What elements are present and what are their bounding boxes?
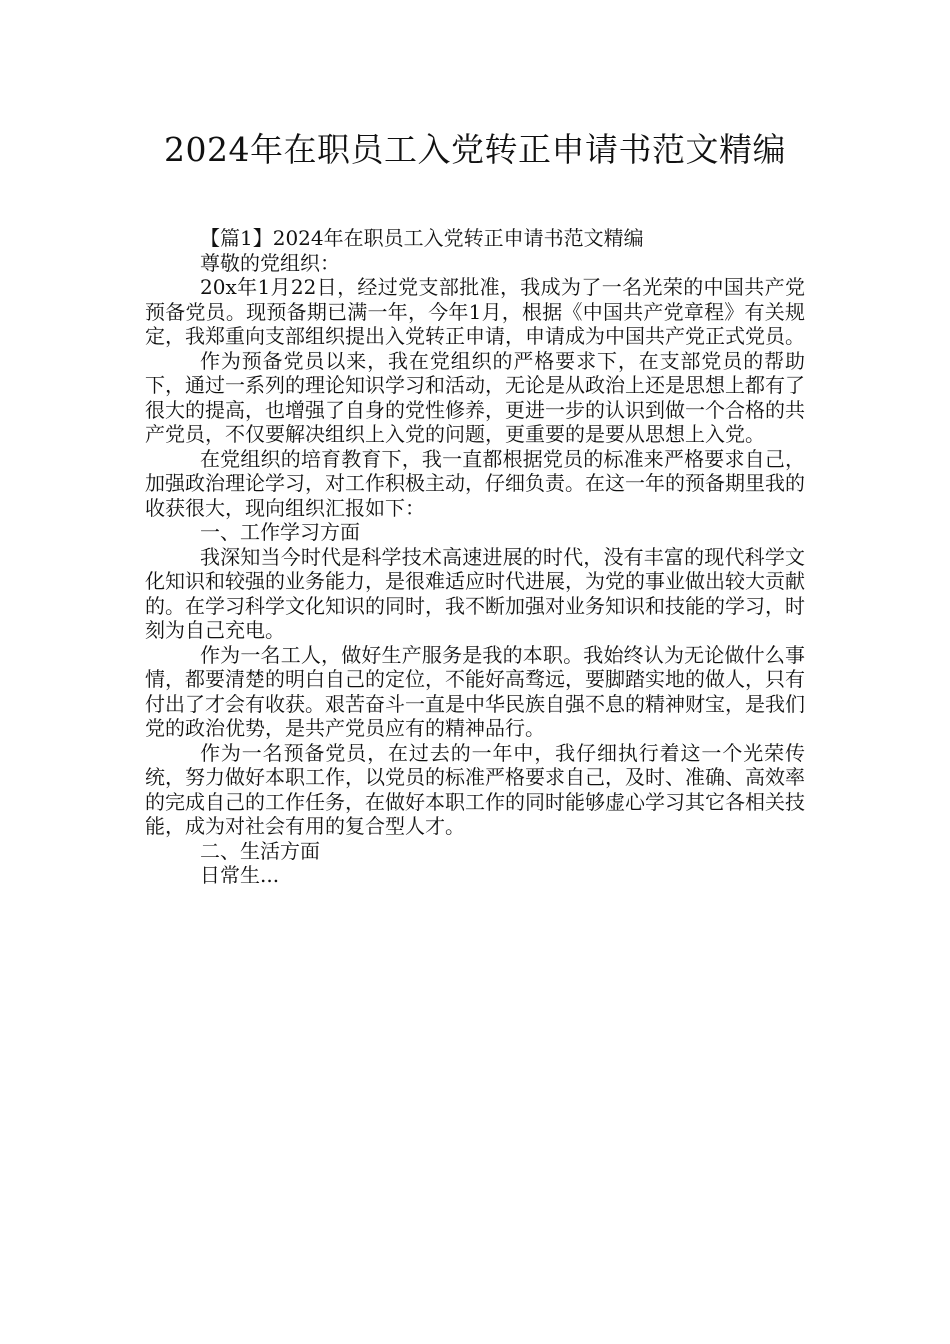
paragraph-intro: 20x年1月22日，经过党支部批准，我成为了一名光荣的中国共产党预备党员。现预备期已满一年，今年1月，根据《中国共产党章程》有关规定，我郑重向支部组织提出入党转正申请，申请成为中国共产党正式党员。 <box>145 275 805 348</box>
paragraph-daily-life: 日常生... <box>200 863 280 887</box>
section-heading-part1: 【篇1】2024年在职员工入党转正申请书范文精编 <box>200 226 644 250</box>
document-title: 2024年在职员工入党转正申请书范文精编 <box>164 130 786 169</box>
paragraph-education: 在党组织的培育教育下，我一直都根据党员的标准来严格要求自己，加强政治理论学习，对工作积极主动，仔细负责。在这一年的预备期里我的收获很大，现向组织汇报如下： <box>145 446 805 520</box>
section-heading-life: 二、生活方面 <box>200 838 320 863</box>
paragraph-knowledge: 我深知当今时代是科学技术高速进展的时代，没有丰富的现代科学文化知识和较强的业务能力，是很难适应时代进展，为党的事业做出较大贡献的。在学习科学文化知识的同时，我不断加强对业务知识和技能的学习，时刻为自己充电。 <box>145 544 805 642</box>
paragraph-worker: 作为一名工人，做好生产服务是我的本职。我始终认为无论做什么事情，都要清楚的明白自己的定位，不能好高骛远，要脚踏实地的做人，只有付出了才会有收获。艰苦奋斗一直是中华民族自强不息的精神财宝，是我们党的政治优势，是共产党员应有的精神品行。 <box>145 642 805 740</box>
paragraph-probationary-member: 作为一名预备党员，在过去的一年中，我仔细执行着这一个光荣传统，努力做好本职工作，以党员的标准严格要求自己，及时、准确、高效率的完成自己的工作任务，在做好本职工作的同时能够虚心学习其它各相关技能，成为对社会有用的复合型人才。 <box>145 740 805 838</box>
document-body <box>145 226 805 888</box>
paragraph-since-probation: 作为预备党员以来，我在党组织的严格要求下，在支部党员的帮助下，通过一系列的理论知识学习和活动，无论是从政治上还是思想上都有了很大的提高，也增强了自身的党性修养，更进一步的认识到做一个合格的共产党员，不仅要解决组织上入党的问题，更重要的是要从思想上入党。 <box>145 348 805 446</box>
section-heading-work-study: 一、工作学习方面 <box>200 520 360 544</box>
salutation: 尊敬的党组织： <box>200 250 340 275</box>
